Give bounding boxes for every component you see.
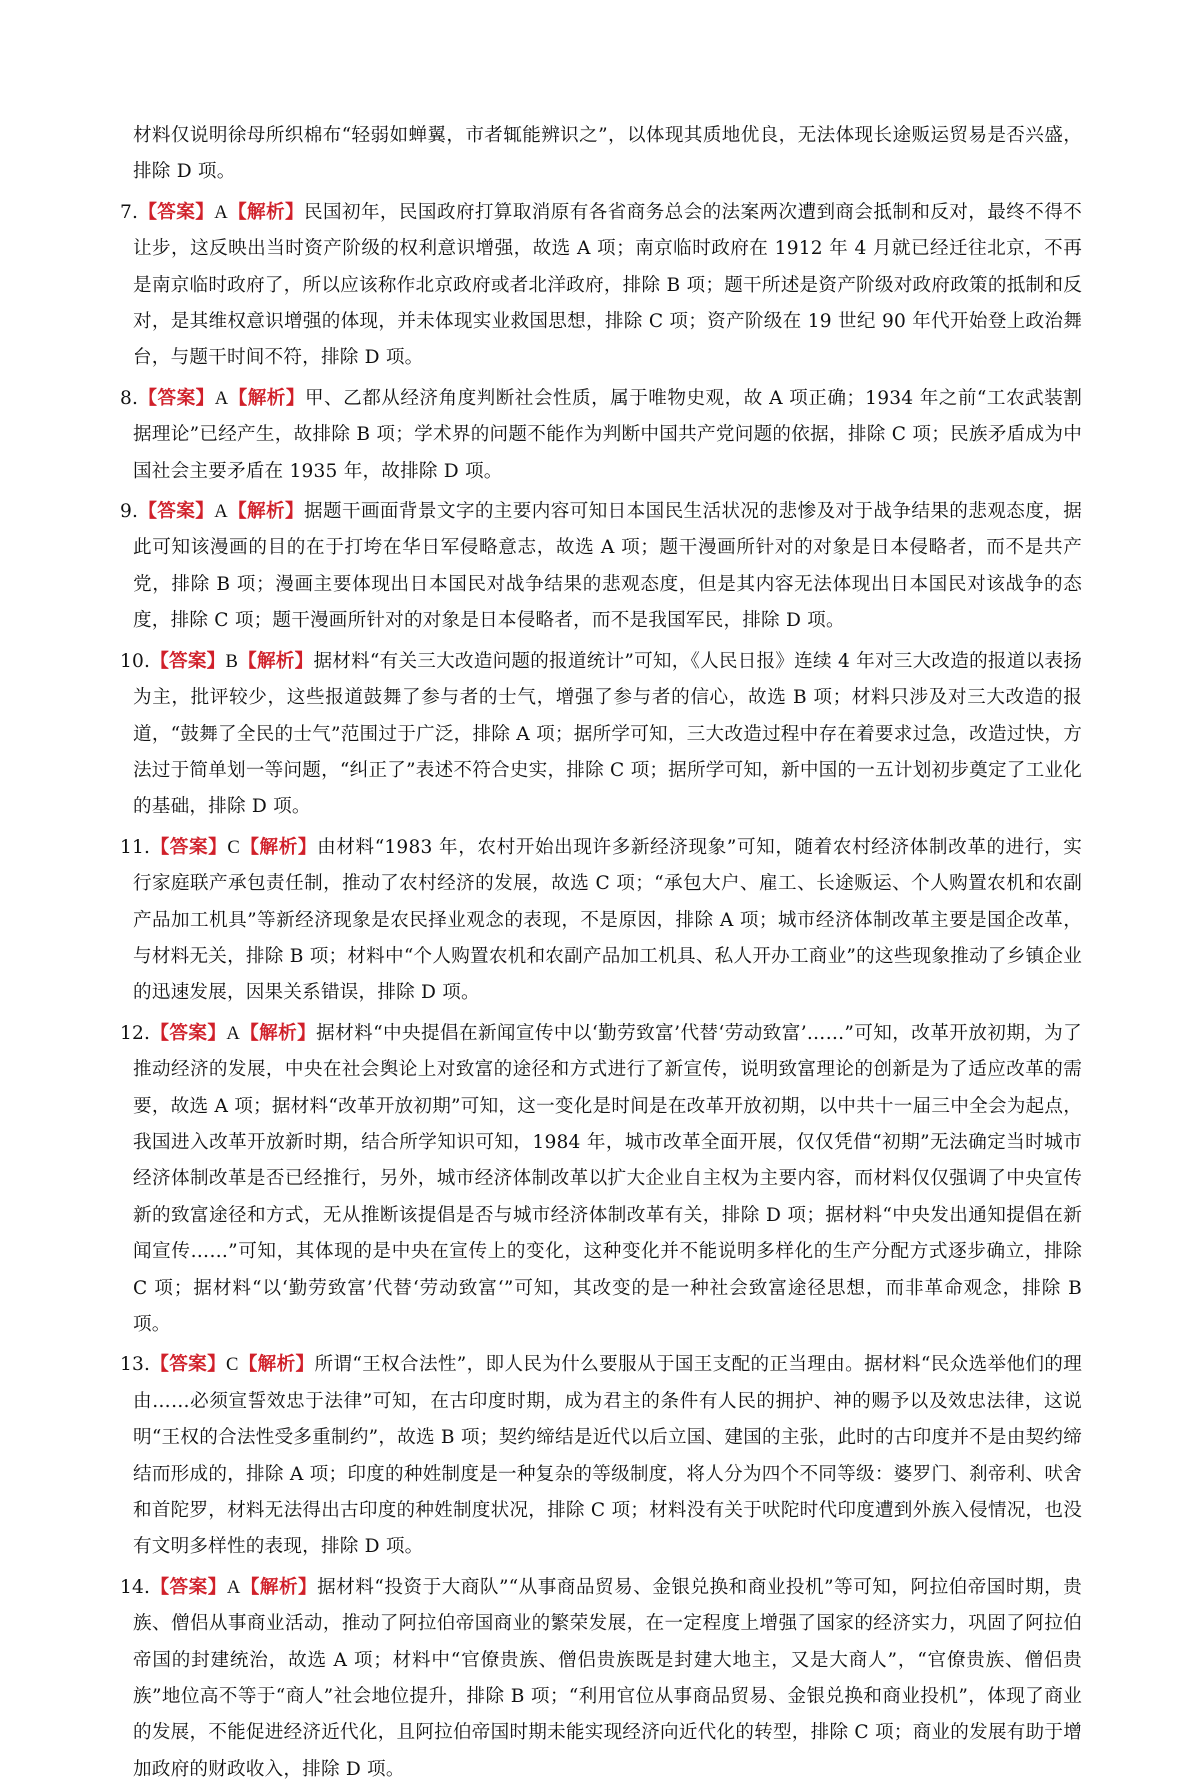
- answer-letter: A: [214, 201, 228, 223]
- answer-tag: 【答案】: [150, 1576, 227, 1598]
- analysis-tag: 【解析】: [228, 387, 305, 409]
- analysis-text: 据材料“中央提倡在新闻宣传中以‘勤劳致富’代替‘劳动致富’……”可知，改革开放初期，为了推动经济的发展，中央在社会舆论上对致富的途径和方式进行了新宣传，说明致富理论的创新是为了适应改革的需要，故选 A 项；据材料“改革开放初期”可知，这一变化是时间是在改革开放初期，以中共十一届三中全会为起点，我国进入改革开放新时期，结合所学知识可知，1984 年，城市改革全面开展，仅仅凭借“初期”无法确定当时城市经济体制改革是否已经推行，另外，城市经济体制改革以扩大企业自主权为主要内容，而材料仅仅强调了中央宣传新的致富途径和方式，无从推断该提倡是否与城市经济体制改革有关，排除 D 项；据材料“中央发出通知提倡在新闻宣传……”可知，其体现的是中央在宣传上的变化，这种变化并不能说明多样化的生产分配方式逐步确立，排除 C 项；据材料“以‘勤劳致富’代替‘劳动致富‘”可知，其改变的是一种社会致富途径思想，而非革命观念，排除 B 项。: [133, 1022, 1082, 1335]
- continuation-paragraph: [120, 118, 1082, 191]
- analysis-tag: 【解析】: [240, 1576, 318, 1598]
- analysis-tag: 【解析】: [239, 836, 318, 858]
- analysis-text: 据材料“投资于大商队”“从事商品贸易、金银兑换和商业投机”等可知，阿拉伯帝国时期，贵族、僧侣从事商业活动，推动了阿拉伯帝国商业的繁荣发展，在一定程度上增强了国家的经济实力，巩固了阿拉伯帝国的封建统治，故选 A 项；材料中“官僚贵族、僧侣贵族既是封建大地主，又是大商人”，“官僚贵族、僧侣贵族”地位高不等于“商人”社会地位提升，排除 B 项；“利用官位从事商品贸易、金银兑换和商业投机”，体现了商业的发展，不能促进经济近代化，且阿拉伯帝国时期未能实现经济向近代化的转型，排除 C 项；商业的发展有助于增加政府的财政收入，排除 D 项。: [133, 1576, 1082, 1780]
- analysis-text: 所谓“王权合法性”，即人民为什么要服从于国王支配的正当理由。据材料“民众选举他们的理由……必须宣誓效忠于法律”可知，在古印度时期，成为君主的条件有人民的拥护、神的赐予以及效忠法律，这说明“王权的合法性受多重制约”，故选 B 项；契约缔结是近代以后立国、建国的主张，此时的古印度并不是由契约缔结而形成的，排除 A 项；印度的种姓制度是一种复杂的等级制度，将人分为四个不同等级：婆罗门、刹帝利、吠舍和首陀罗，材料无法得出古印度的种姓制度状况，排除 C 项；材料没有关于吠陀时代印度遭到外族入侵情况，也没有文明多样性的表现，排除 D 项。: [133, 1354, 1082, 1558]
- item-number: 10.: [120, 650, 151, 672]
- answer-letter: A: [226, 1022, 240, 1044]
- answer-letter: A: [214, 501, 228, 523]
- analysis-tag: 【解析】: [227, 201, 304, 223]
- analysis-tag: 【解析】: [238, 1354, 315, 1376]
- answer-letter: C: [226, 1354, 239, 1376]
- analysis-text: 民国初年，民国政府打算取消原有各省商务总会的法案两次遭到商会抵制和反对，最终不得不让步，这反映出当时资产阶级的权利意识增强，故选 A 项；南京临时政府在 1912 年 4 月就已经迁往北京，不再是南京临时政府了，所以应该称作北京政府或者北洋政府，排除 B 项；题干所述是资产阶级对政府政策的抵制和反对，是其维权意识增强的体现，并未体现实业救国思想，排除 C 项；资产阶级在 19 世纪 90 年代开始登上政治舞台，与题干时间不符，排除 D 项。: [133, 201, 1082, 369]
- analysis-text: 据题干画面背景文字的主要内容可知日本国民生活状况的悲惨及对于战争结果的悲观态度，据此可知该漫画的目的在于打垮在华日军侵略意志，故选 A 项；题干漫画所针对的对象是日本侵略者，而不是共产党，排除 B 项；漫画主要体现出日本国民对战争结果的悲观态度，但是其内容无法体现出日本国民对该战争的态度，排除 C 项；题干漫画所针对的对象是日本侵略者，而不是我国军民，排除 D 项。: [133, 501, 1082, 632]
- answer-item-14: [120, 1570, 1082, 1788]
- answer-tag: 【答案】: [150, 1354, 227, 1376]
- answer-tag: 【答案】: [150, 836, 228, 858]
- item-number: 8.: [120, 387, 139, 409]
- answer-tag: 【答案】: [150, 650, 226, 672]
- answer-item-8: [120, 381, 1082, 490]
- item-number: 12.: [120, 1022, 151, 1044]
- analysis-text: 据材料“有关三大改造问题的报道统计”可知，《人民日报》连续 4 年对三大改造的报道以表扬为主，批评较少，这些报道鼓舞了参与者的士气，增强了参与者的信心，故选 B 项；材料只涉及对三大改造的报道，“鼓舞了全民的士气”范围过于广泛，排除 A 项；据所学可知，三大改造过程中存在着要求过急，改造过快，方法过于简单划一等问题，“纠正了”表述不符合史实，排除 C 项；据所学可知，新中国的一五计划初步奠定了工业化的基础，排除 D 项。: [133, 650, 1082, 818]
- answer-letter: A: [226, 1576, 241, 1598]
- analysis-tag: 【解析】: [238, 650, 314, 672]
- item-number: 11.: [120, 836, 151, 858]
- answer-tag: 【答案】: [138, 201, 215, 223]
- answer-item-9: [120, 494, 1082, 640]
- answer-item-12: [120, 1016, 1082, 1344]
- answer-item-7: [120, 195, 1082, 377]
- analysis-text: 甲、乙都从经济角度判断社会性质，属于唯物史观，故 A 项正确；1934 年之前“工农武装割据理论”已经产生，故排除 B 项；学术界的问题不能作为判断中国共产党问题的依据，排除 C 项；民族矛盾成为中国社会主要矛盾在 1935 年，故排除 D 项。: [133, 387, 1082, 482]
- answer-item-13: [120, 1347, 1082, 1565]
- continuation-text: 材料仅说明徐母所织棉布“轻弱如蝉翼，市者辄能辨识之”，以体现其质地优良，无法体现长途贩运贸易是否兴盛，排除 D 项。: [133, 125, 1082, 183]
- answer-tag: 【答案】: [138, 387, 215, 409]
- answer-item-11: [120, 830, 1082, 1012]
- item-number: 7.: [120, 201, 139, 223]
- answer-item-10: [120, 644, 1082, 826]
- answer-letter: C: [227, 836, 240, 858]
- item-number: 13.: [120, 1354, 151, 1376]
- item-number: 9.: [120, 501, 139, 523]
- answer-letter: B: [225, 650, 239, 672]
- item-number: 14.: [120, 1576, 151, 1598]
- answer-letter: A: [214, 387, 229, 409]
- analysis-tag: 【解析】: [227, 501, 304, 523]
- answer-tag: 【答案】: [150, 1022, 227, 1044]
- analysis-text: 由材料“1983 年，农村开始出现许多新经济现象”可知，随着农村经济体制改革的进行，实行家庭联产承包责任制，推动了农村经济的发展，故选 C 项；“承包大户、雇工、长途贩运、个人购置农机和农副产品加工机具”等新经济现象是农民择业观念的表现，不是原因，排除 A 项；城市经济体制改革主要是国企改革，与材料无关，排除 B 项；材料中“个人购置农机和农副产品加工机具、私人开办工商业”的这些现象推动了乡镇企业的迅速发展，因果关系错误，排除 D 项。: [133, 836, 1083, 1004]
- analysis-tag: 【解析】: [239, 1022, 317, 1044]
- answer-tag: 【答案】: [138, 501, 215, 523]
